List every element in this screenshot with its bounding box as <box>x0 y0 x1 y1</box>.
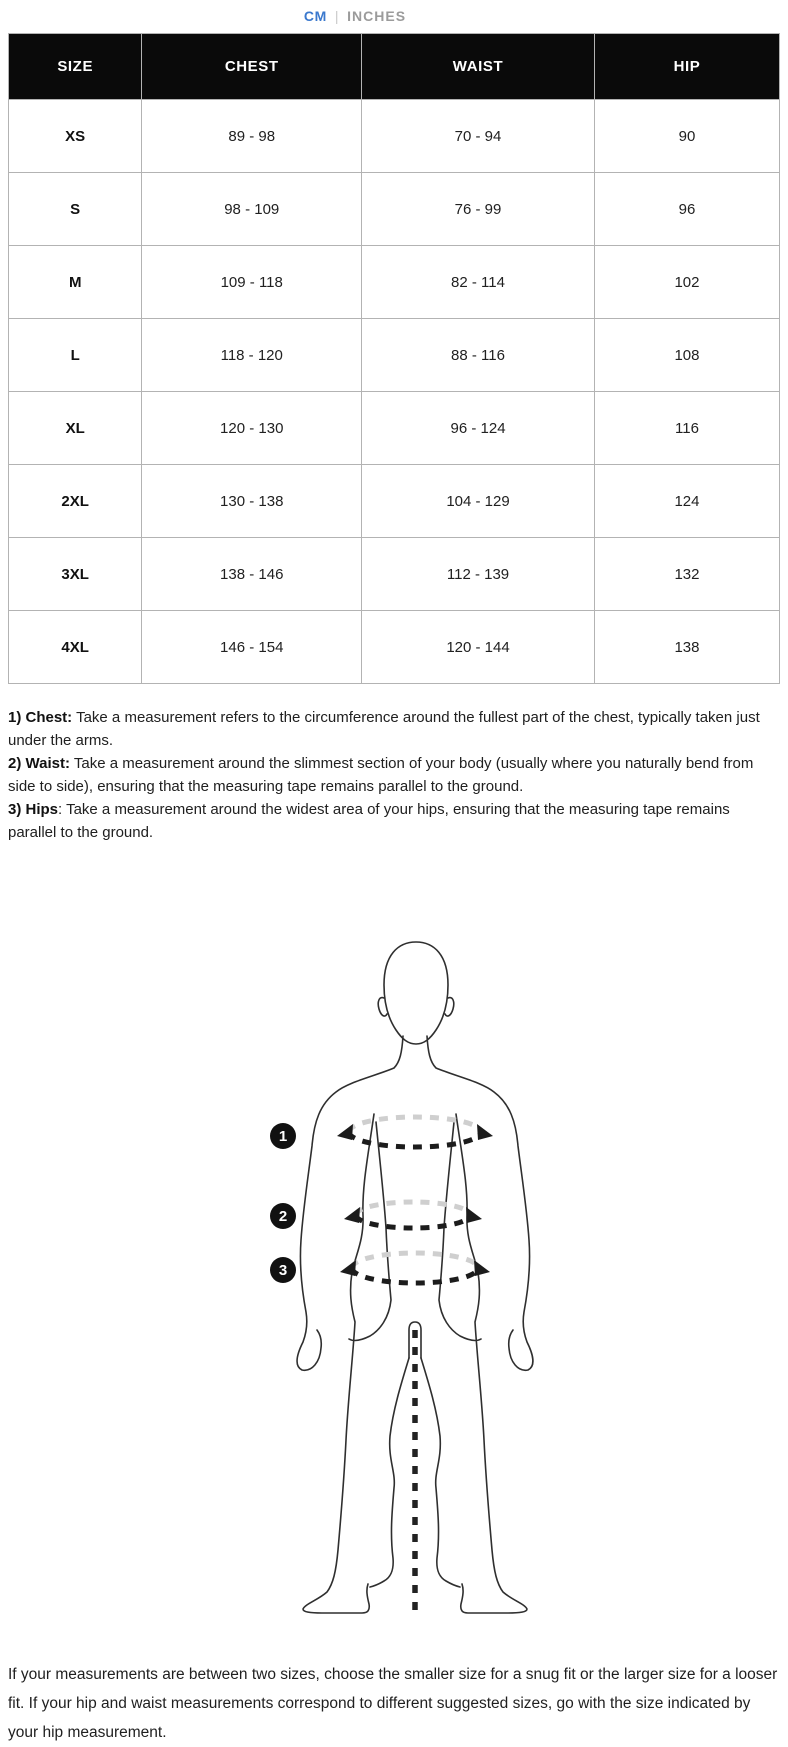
instruction-hips <box>8 798 780 844</box>
table-row <box>9 319 780 392</box>
waist-arrow-left <box>344 1207 360 1223</box>
instruction-chest-text: Take a measurement refers to the circumference around the fullest part of the chest, typically taken just under the arms. <box>8 709 760 749</box>
table-row <box>9 173 780 246</box>
waist-value: 96 - 124 <box>362 392 595 465</box>
body-measurement-diagram <box>0 910 788 1622</box>
instruction-waist-text: Take a measurement around the slimmest section of your body (usually where you naturally bend from side to side), ensuring that the measuring tape remains parallel to the ground. <box>8 755 754 795</box>
waist-tape-back <box>356 1202 470 1215</box>
instruction-waist-label: 2) Waist: <box>8 755 70 772</box>
table-row <box>9 611 780 684</box>
tape-ellipses <box>349 1117 481 1283</box>
size-label: 3XL <box>9 538 142 611</box>
leg-left-inner <box>370 1358 409 1587</box>
size-label: L <box>9 319 142 392</box>
hip-tape-front <box>352 1268 478 1283</box>
figure-outline <box>297 942 533 1613</box>
waist-value: 70 - 94 <box>362 100 595 173</box>
waist-value: 120 - 144 <box>362 611 595 684</box>
size-label: S <box>9 173 142 246</box>
hip-tape-back <box>352 1253 478 1268</box>
table-row <box>9 538 780 611</box>
header-hip: HIP <box>594 34 779 100</box>
chest-value: 118 - 120 <box>142 319 362 392</box>
instruction-hips-text: : Take a measurement around the widest area of your hips, ensuring that the measuring tape remains parallel to the ground. <box>8 801 730 841</box>
hip-value: 102 <box>594 246 779 319</box>
hip-arrow-right <box>474 1260 490 1276</box>
size-chart-table <box>8 33 780 684</box>
header-chest: CHEST <box>142 34 362 100</box>
hip-value: 96 <box>594 173 779 246</box>
body-figure-svg <box>0 910 788 1622</box>
table-header-row <box>9 34 780 100</box>
hip-value: 138 <box>594 611 779 684</box>
hip-arrow-left <box>340 1260 356 1276</box>
torso-leg-left <box>303 1114 374 1613</box>
chest-value: 146 - 154 <box>142 611 362 684</box>
unit-inches-link[interactable]: INCHES <box>347 8 407 24</box>
instruction-hips-label: 3) Hips <box>8 801 59 818</box>
hip-value: 90 <box>594 100 779 173</box>
head-outline <box>384 942 448 1044</box>
torso-leg-right <box>456 1114 527 1613</box>
unit-cm-link[interactable]: CM <box>303 8 327 24</box>
header-size: SIZE <box>9 34 142 100</box>
chest-value: 120 - 130 <box>142 392 362 465</box>
size-label: 2XL <box>9 465 142 538</box>
table-row <box>9 392 780 465</box>
waist-value: 104 - 129 <box>362 465 595 538</box>
marker-badge-waist: 2 <box>270 1203 296 1229</box>
chest-value: 98 - 109 <box>142 173 362 246</box>
fit-advice-note: If your measurements are between two sizes, choose the smaller size for a snug fit or the larger size for a looser fit. If your hip and waist measurements correspond to different suggested sizes, go with the size indicated by your hip measurement. <box>8 1666 778 1741</box>
table-row <box>9 246 780 319</box>
chest-tape-back <box>349 1117 481 1132</box>
hip-value: 124 <box>594 465 779 538</box>
marker-badge-chest: 1 <box>270 1123 296 1149</box>
chest-value: 130 - 138 <box>142 465 362 538</box>
size-label: 4XL <box>9 611 142 684</box>
waist-value: 112 - 139 <box>362 538 595 611</box>
marker-badge-hips: 3 <box>270 1257 296 1283</box>
chest-arrow-left <box>337 1124 353 1140</box>
chest-value: 109 - 118 <box>142 246 362 319</box>
hip-value: 116 <box>594 392 779 465</box>
unit-divider: | <box>334 8 340 24</box>
waist-tape-front <box>356 1215 470 1228</box>
waist-value: 82 - 114 <box>362 246 595 319</box>
header-waist: WAIST <box>362 34 595 100</box>
instruction-chest-label: 1) Chest: <box>8 709 73 726</box>
waist-value: 76 - 99 <box>362 173 595 246</box>
measurement-instructions <box>8 706 780 844</box>
waist-value: 88 - 116 <box>362 319 595 392</box>
instruction-waist <box>8 752 780 798</box>
unit-toggle <box>0 8 788 24</box>
arm-left-inner <box>349 1122 391 1340</box>
size-label: M <box>9 246 142 319</box>
instruction-chest <box>8 706 780 752</box>
leg-right-inner <box>421 1358 460 1587</box>
hip-value: 132 <box>594 538 779 611</box>
chest-value: 89 - 98 <box>142 100 362 173</box>
table-row <box>9 100 780 173</box>
size-label: XS <box>9 100 142 173</box>
arm-right-inner <box>439 1122 481 1340</box>
hip-value: 108 <box>594 319 779 392</box>
chest-value: 138 - 146 <box>142 538 362 611</box>
waist-arrow-right <box>466 1207 482 1223</box>
table-row <box>9 465 780 538</box>
size-label: XL <box>9 392 142 465</box>
chest-arrow-right <box>477 1124 493 1140</box>
